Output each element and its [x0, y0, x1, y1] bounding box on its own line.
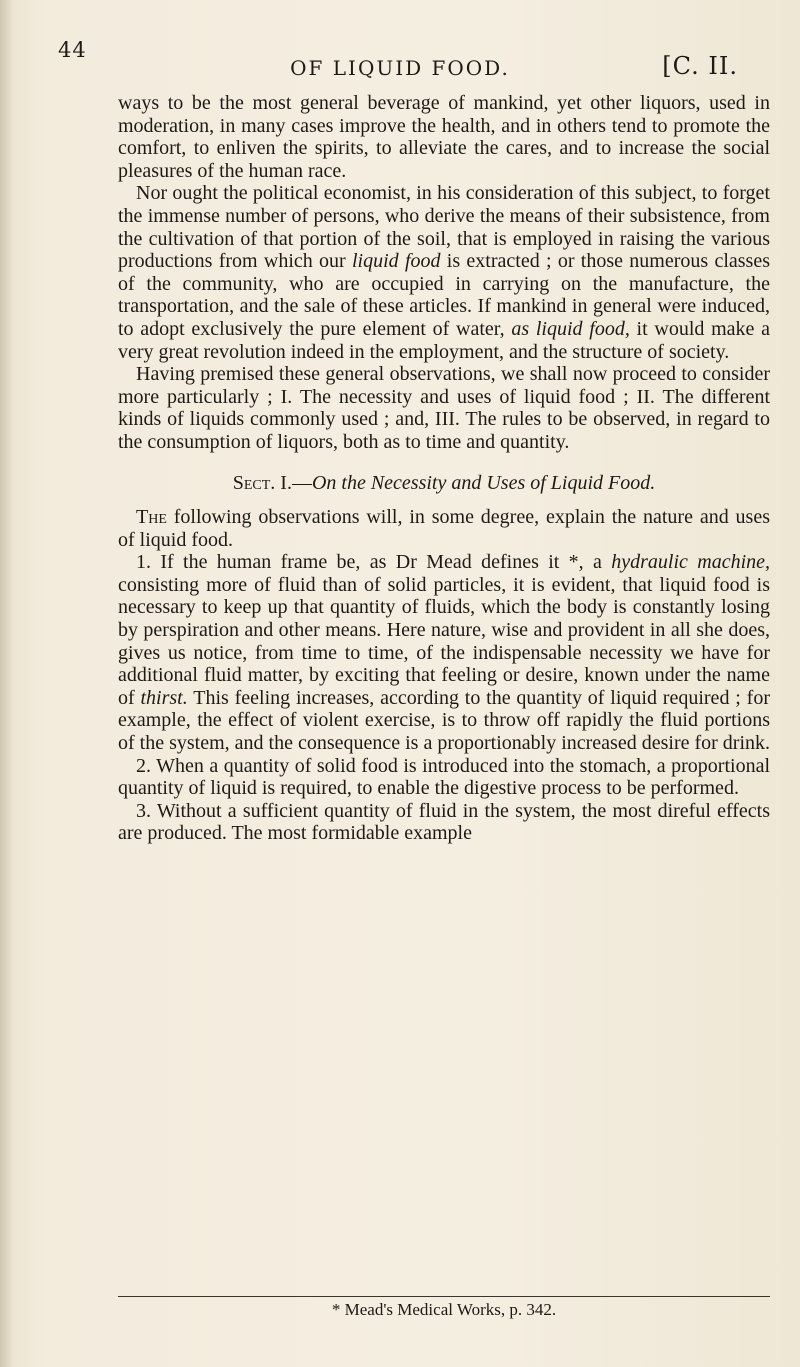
paragraph-2: Nor ought the political economist, in his consideration of this subject, to forget the immense number of persons, who derive the means of their subsistence, from the cultivation of that portion of the soil, that is employed in raising the various productions from which our liquid food is extracted ; or those numerous classes of the community, who are occupied in carrying on the manufacture, the transportation, and the sale of these articles. If mankind in general were induced, to adopt exclusively the pure element of water, as liquid food, it would make a very great revolution indeed in the employment, and the structure of society. [118, 182, 770, 363]
running-title: OF LIQUID FOOD. [290, 56, 510, 80]
paragraph-3: Having premised these general observations, we shall now proceed to consider more particularly ; I. The necessity and uses of liquid food ; II. The different kinds of liquids commonly used ; and, III. The rules to be observed, in regard to the consumption of liquors, both as to time and quantity. [118, 363, 770, 453]
main-text [118, 92, 770, 845]
paragraph-6: 2. When a quantity of solid food is introduced into the stomach, a proportional quantity of liquid is required, to enable the digestive process to be performed. [118, 754, 770, 800]
chapter-reference: [C. II. [662, 52, 738, 80]
footnote-divider [118, 1296, 770, 1297]
emphasis-thirst: thirst. [140, 686, 188, 709]
paragraph-1: ways to be the most general beverage of mankind, yet other liquors, used in moderation, in many cases improve the health, and in others tend to promote the comfort, to enliven the spirits, to alleviate the cares, and to increase the social pleasures of the human race. [118, 92, 770, 182]
page-header [0, 38, 800, 78]
page-number: 44 [58, 38, 87, 62]
section-label: Sect. I.— [232, 471, 312, 494]
paragraph-7: 3. Without a sufficient quantity of fluid in the system, the most direful effects are produced. The most formidable example [118, 799, 770, 845]
emphasis-as-liquid-food: as liquid food, [511, 317, 630, 340]
paragraph-4: The following observations will, in some degree, explain the nature and uses of liquid food. [118, 506, 770, 551]
page-gutter-shadow [0, 0, 14, 1367]
footnote: * Mead's Medical Works, p. 342. [331, 1300, 557, 1319]
section-heading [118, 472, 770, 495]
emphasis-hydraulic-machine: hydraulic machine, [611, 551, 771, 574]
emphasis-liquid-food: liquid food [352, 250, 441, 273]
paragraph-lead-word: The [136, 506, 167, 529]
paragraph-5: 1. If the human frame be, as Dr Mead defines it *, a hydraulic machine, consisting more of fluid than of solid particles, it is evident, that liquid food is necessary to keep up that quantity of fluids, which the body is constantly losing by perspiration and other means. Here nature, wise and provident in all she does, gives us notice, from time to time, of the indispensable necessity we have for additional fluid matter, by exciting that feeling or desire, known under the name of thirst. This feeling increases, according to the quantity of liquid required ; for example, the effect of violent exercise, is to throw off rapidly the fluid portions of the system, and the consequence is a proportionably increased desire for drink. [118, 551, 771, 755]
section-title: On the Necessity and Uses of Liquid Food. [311, 471, 656, 494]
